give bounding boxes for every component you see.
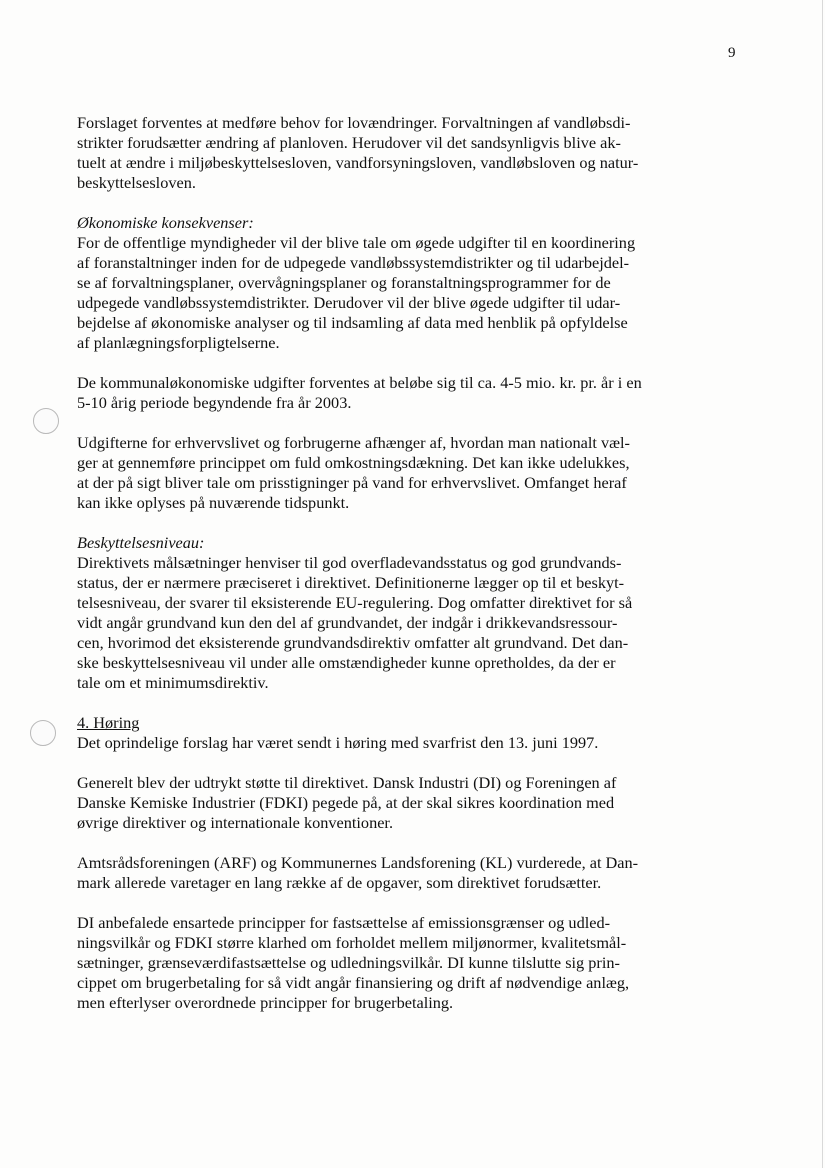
- text-line: udpegede vandløbssystemdistrikter. Derudover vil der blive øgede udgifter til udar-: [77, 293, 621, 312]
- text-line: ningsvilkår og FDKI større klarhed om forholdet mellem miljønormer, kvalitetsmål-: [77, 933, 627, 952]
- text-line: mark allerede varetager en lang række af de opgaver, som direktivet forudsætter.: [77, 873, 602, 892]
- text-line: Udgifterne for erhvervslivet og forbrugerne afhænger af, hvordan man nationalt væl-: [77, 433, 630, 452]
- text-line: se af forvaltningsplaner, overvågningsplaner og foranstaltningsprogrammer for de: [77, 273, 611, 292]
- protection-heading: Beskyttelsesniveau:: [77, 533, 205, 552]
- text-line: 5-10 årig periode begyndende fra år 2003.: [77, 393, 352, 412]
- text-line: Amtsrådsforeningen (ARF) og Kommunernes Landsforening (KL) vurderede, at Dan-: [77, 853, 639, 872]
- document-body: [77, 113, 742, 1013]
- hearing-heading: 4. Høring: [77, 713, 140, 732]
- economy-paragraph-3: [77, 433, 742, 513]
- economy-paragraph-2: [77, 373, 742, 413]
- hearing-paragraph-4: [77, 913, 742, 1013]
- text-line: Generelt blev der udtrykt støtte til direktivet. Dansk Industri (DI) og Foreningen af: [77, 773, 617, 792]
- economy-heading: Økonomiske konsekvenser:: [77, 213, 254, 232]
- punch-hole-bottom: [30, 720, 56, 746]
- text-line: af foranstaltninger inden for de udpegede vandløbssystemdistrikter og til udarbejdel-: [77, 253, 630, 272]
- text-line: tale om et minimumsdirektiv.: [77, 673, 269, 692]
- text-line: ske beskyttelsesniveau vil under alle omstændigheder kunne opretholdes, da der er: [77, 653, 616, 672]
- text-line: men efterlyser overordnede principper for brugerbetaling.: [77, 993, 454, 1012]
- text-line: af planlægningsforpligtelserne.: [77, 333, 280, 352]
- text-line: De kommunaløkonomiske udgifter forventes at beløbe sig til ca. 4-5 mio. kr. pr. år i en: [77, 373, 642, 392]
- text-line: at der på sigt bliver tale om prisstigninger på vand for erhvervslivet. Omfanget heraf: [77, 473, 627, 492]
- text-line: tuelt at ændre i miljøbeskyttelsesloven, vandforsyningsloven, vandløbsloven og natur-: [77, 153, 639, 172]
- page-number: 9: [728, 45, 736, 61]
- text-line: DI anbefalede ensartede principper for fastsættelse af emissionsgrænser og udled-: [77, 913, 611, 932]
- text-line: telsesniveau, der svarer til eksisterende EU-regulering. Dog omfatter direktivet for så: [77, 593, 633, 612]
- text-line: Forslaget forventes at medføre behov for lovændringer. Forvaltningen af vandløbsdi-: [77, 113, 631, 132]
- economy-paragraph-1: [77, 233, 742, 353]
- text-line: cen, hvorimod det eksisterende grundvandsdirektiv omfatter alt grundvand. Det dan-: [77, 633, 629, 652]
- text-line: vidt angår grundvand kun den del af grundvandet, der indgår i drikkevandsressour-: [77, 613, 618, 632]
- text-line: strikter forudsætter ændring af planloven. Herudover vil det sandsynligvis blive ak-: [77, 133, 621, 152]
- text-line: Det oprindelige forslag har været sendt i høring med svarfrist den 13. juni 1997.: [77, 733, 599, 752]
- text-line: Direktivets målsætninger henviser til god overfladevandsstatus og god grundvands-: [77, 553, 622, 572]
- text-line: For de offentlige myndigheder vil der blive tale om øgede udgifter til en koordinering: [77, 233, 636, 252]
- text-line: kan ikke oplyses på nuværende tidspunkt.: [77, 493, 350, 512]
- text-line: ger at gennemføre princippet om fuld omkostningsdækning. Det kan ikke udelukkes,: [77, 453, 630, 472]
- hearing-paragraph-3: [77, 853, 742, 893]
- text-line: beskyttelsesloven.: [77, 173, 196, 192]
- text-line: cippet om brugerbetaling for så vidt angår finansiering og drift af nødvendige anlæg,: [77, 973, 630, 992]
- hearing-paragraph-1: [77, 733, 742, 753]
- punch-hole-top: [33, 408, 59, 434]
- text-line: status, der er nærmere præciseret i direktivet. Definitionerne lægger op til et beskyt-: [77, 573, 625, 592]
- page-edge: [822, 0, 823, 1168]
- text-line: øvrige direktiver og internationale konventioner.: [77, 813, 394, 832]
- hearing-paragraph-2: [77, 773, 742, 833]
- intro-paragraph: [77, 113, 742, 193]
- text-line: Danske Kemiske Industrier (FDKI) pegede på, at der skal sikres koordination med: [77, 793, 615, 812]
- protection-paragraph: [77, 553, 742, 693]
- text-line: bejdelse af økonomiske analyser og til indsamling af data med henblik på opfyldelse: [77, 313, 628, 332]
- text-line: sætninger, grænseværdifastsættelse og udledningsvilkår. DI kunne tilslutte sig prin-: [77, 953, 620, 972]
